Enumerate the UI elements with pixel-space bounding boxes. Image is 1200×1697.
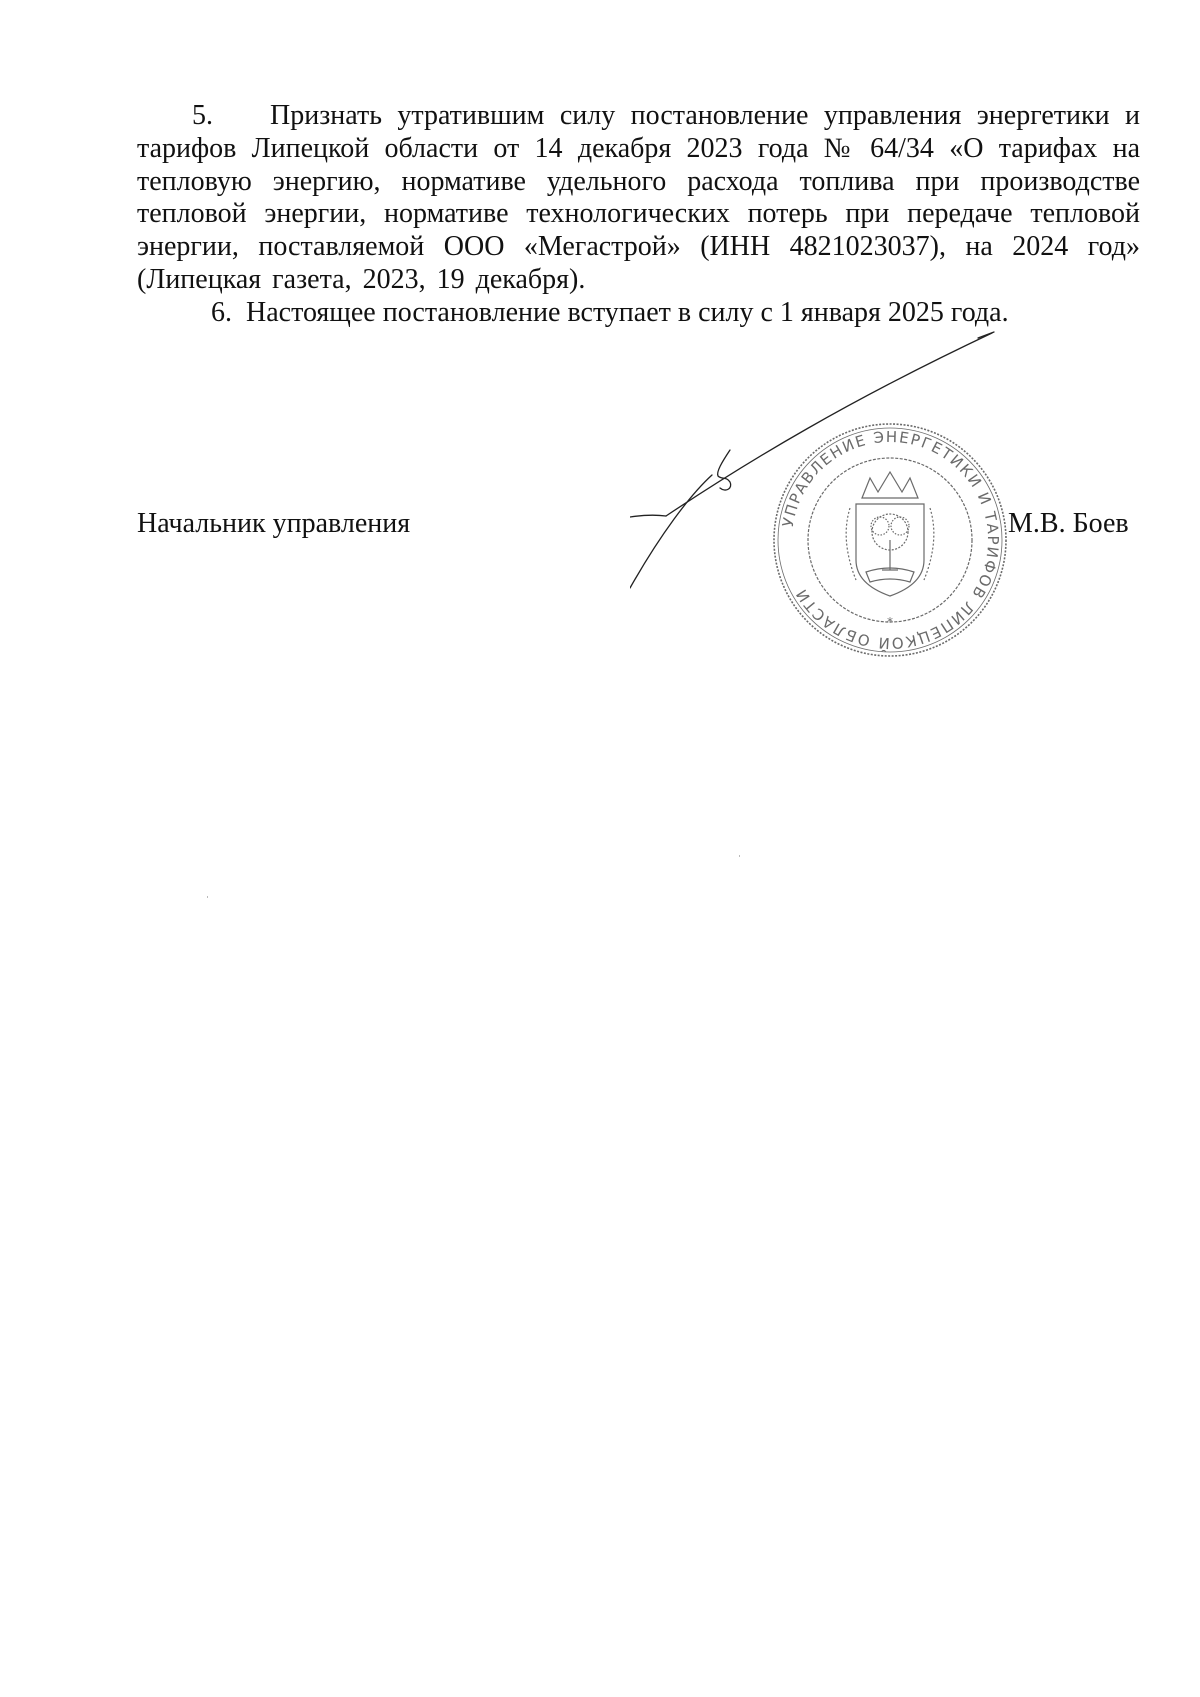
scan-speck — [739, 855, 740, 857]
scan-speck — [207, 896, 208, 898]
handwritten-signature — [630, 330, 1010, 590]
paragraph-5-text: Признать утратившим силу постановление управления энергетики и тарифов Липецкой области от 14 декабря 2023 года № 64/34 «О тарифах на тепловую энергию, нормативе удельного расхода топлива при производстве тепловой энергии, нормативе технологических потерь при передаче тепловой энергии, поставляемой ООО «Мегастрой» (ИНН 4821023037), на 2024 год» (Липецкая газета, 2023, 19 декабря). — [137, 100, 1140, 295]
paragraph-6-text: Настоящее постановление вступает в силу с 1 января 2025 года. — [246, 296, 1009, 328]
document-body — [137, 100, 1140, 330]
paragraph-5-number: 5. — [192, 100, 213, 131]
signatory-position: Начальник управления — [137, 508, 411, 539]
paragraph-6 — [137, 297, 1140, 330]
svg-text:*: * — [887, 615, 893, 629]
paragraph-5 — [137, 100, 1140, 297]
signatory-name: М.В. Боев — [1008, 508, 1129, 539]
svg-text:УПРАВЛЕНИЕ ЭНЕРГЕТИКИ И ТАРИФО: УПРАВЛЕНИЕ ЭНЕРГЕТИКИ И ТАРИФОВ ЛИПЕЦКОЙ ОБЛАСТИ — [778, 427, 1003, 653]
paragraph-6-number: 6. — [211, 296, 232, 328]
